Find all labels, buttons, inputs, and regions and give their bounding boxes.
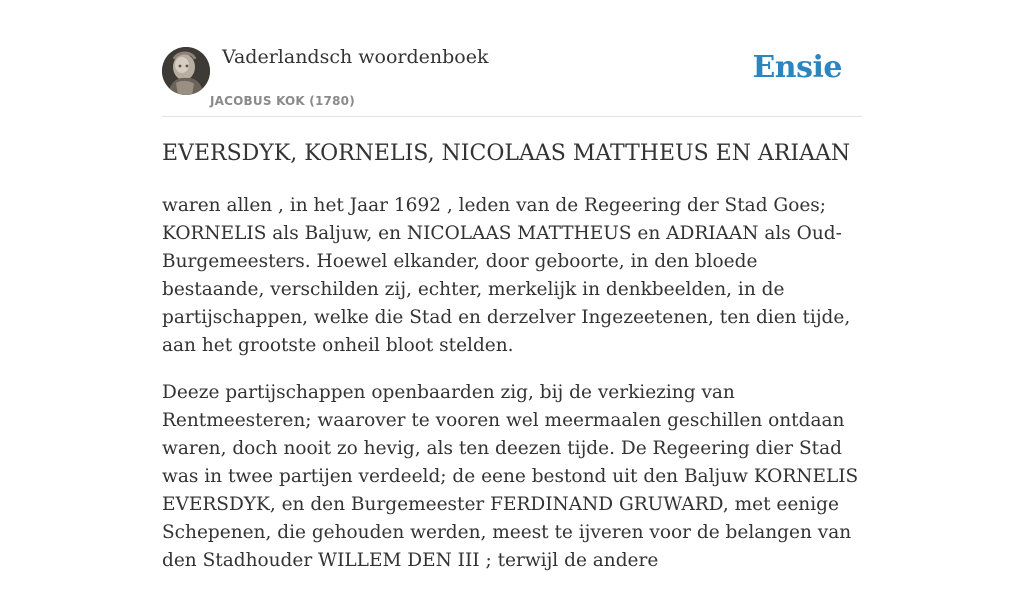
- author-label[interactable]: JACOBUS KOK (1780): [210, 94, 355, 108]
- brand-logo[interactable]: Ensie: [752, 50, 842, 85]
- header: [162, 0, 862, 117]
- book-title[interactable]: Vaderlandsch woordenboek: [222, 46, 489, 68]
- entry-paragraph: waren allen , in het Jaar 1692 , leden van de Regeering der Stad Goes; KORNELIS als Baljuw, en NICOLAAS MATTHEUS en ADRIAAN als Oud-Burgemeesters. Hoewel elkander, door geboorte, in den bloede bestaande, verschilden zij, echter, merkelijk in denkbeelden, in de partijschappen, welke die Stad en derzelver Ingezeetenen, ten dien tijde, aan het grootste onheil bloot stelden.: [162, 195, 851, 356]
- entry-title: EVERSDYK, KORNELIS, NICOLAAS MATTHEUS EN ARIAAN: [162, 141, 851, 166]
- page-container: [162, 0, 862, 571]
- portrait-icon: [162, 47, 210, 95]
- entry-paragraph: Deeze partijschappen openbaarden zig, bij de verkiezing van Rentmeesteren; waarover te vooren wel meermaalen geschillen ontdaan waren, doch nooit zo hevig, als ten deezen tijde. De Regeering dier Stad was in twee partijen verdeeld; de eene bestond uit den Baljuw KORNELIS EVERSDYK, en den Burgemeester FERDINAND GRUWARD, met eenige Schepenen, die gehouden werden, meest te ijveren voor de belangen van den Stadhouder WILLEM DEN III ; terwijl de andere: [162, 382, 859, 571]
- entry-body: [162, 192, 862, 594]
- portrait-avatar[interactable]: [162, 47, 210, 95]
